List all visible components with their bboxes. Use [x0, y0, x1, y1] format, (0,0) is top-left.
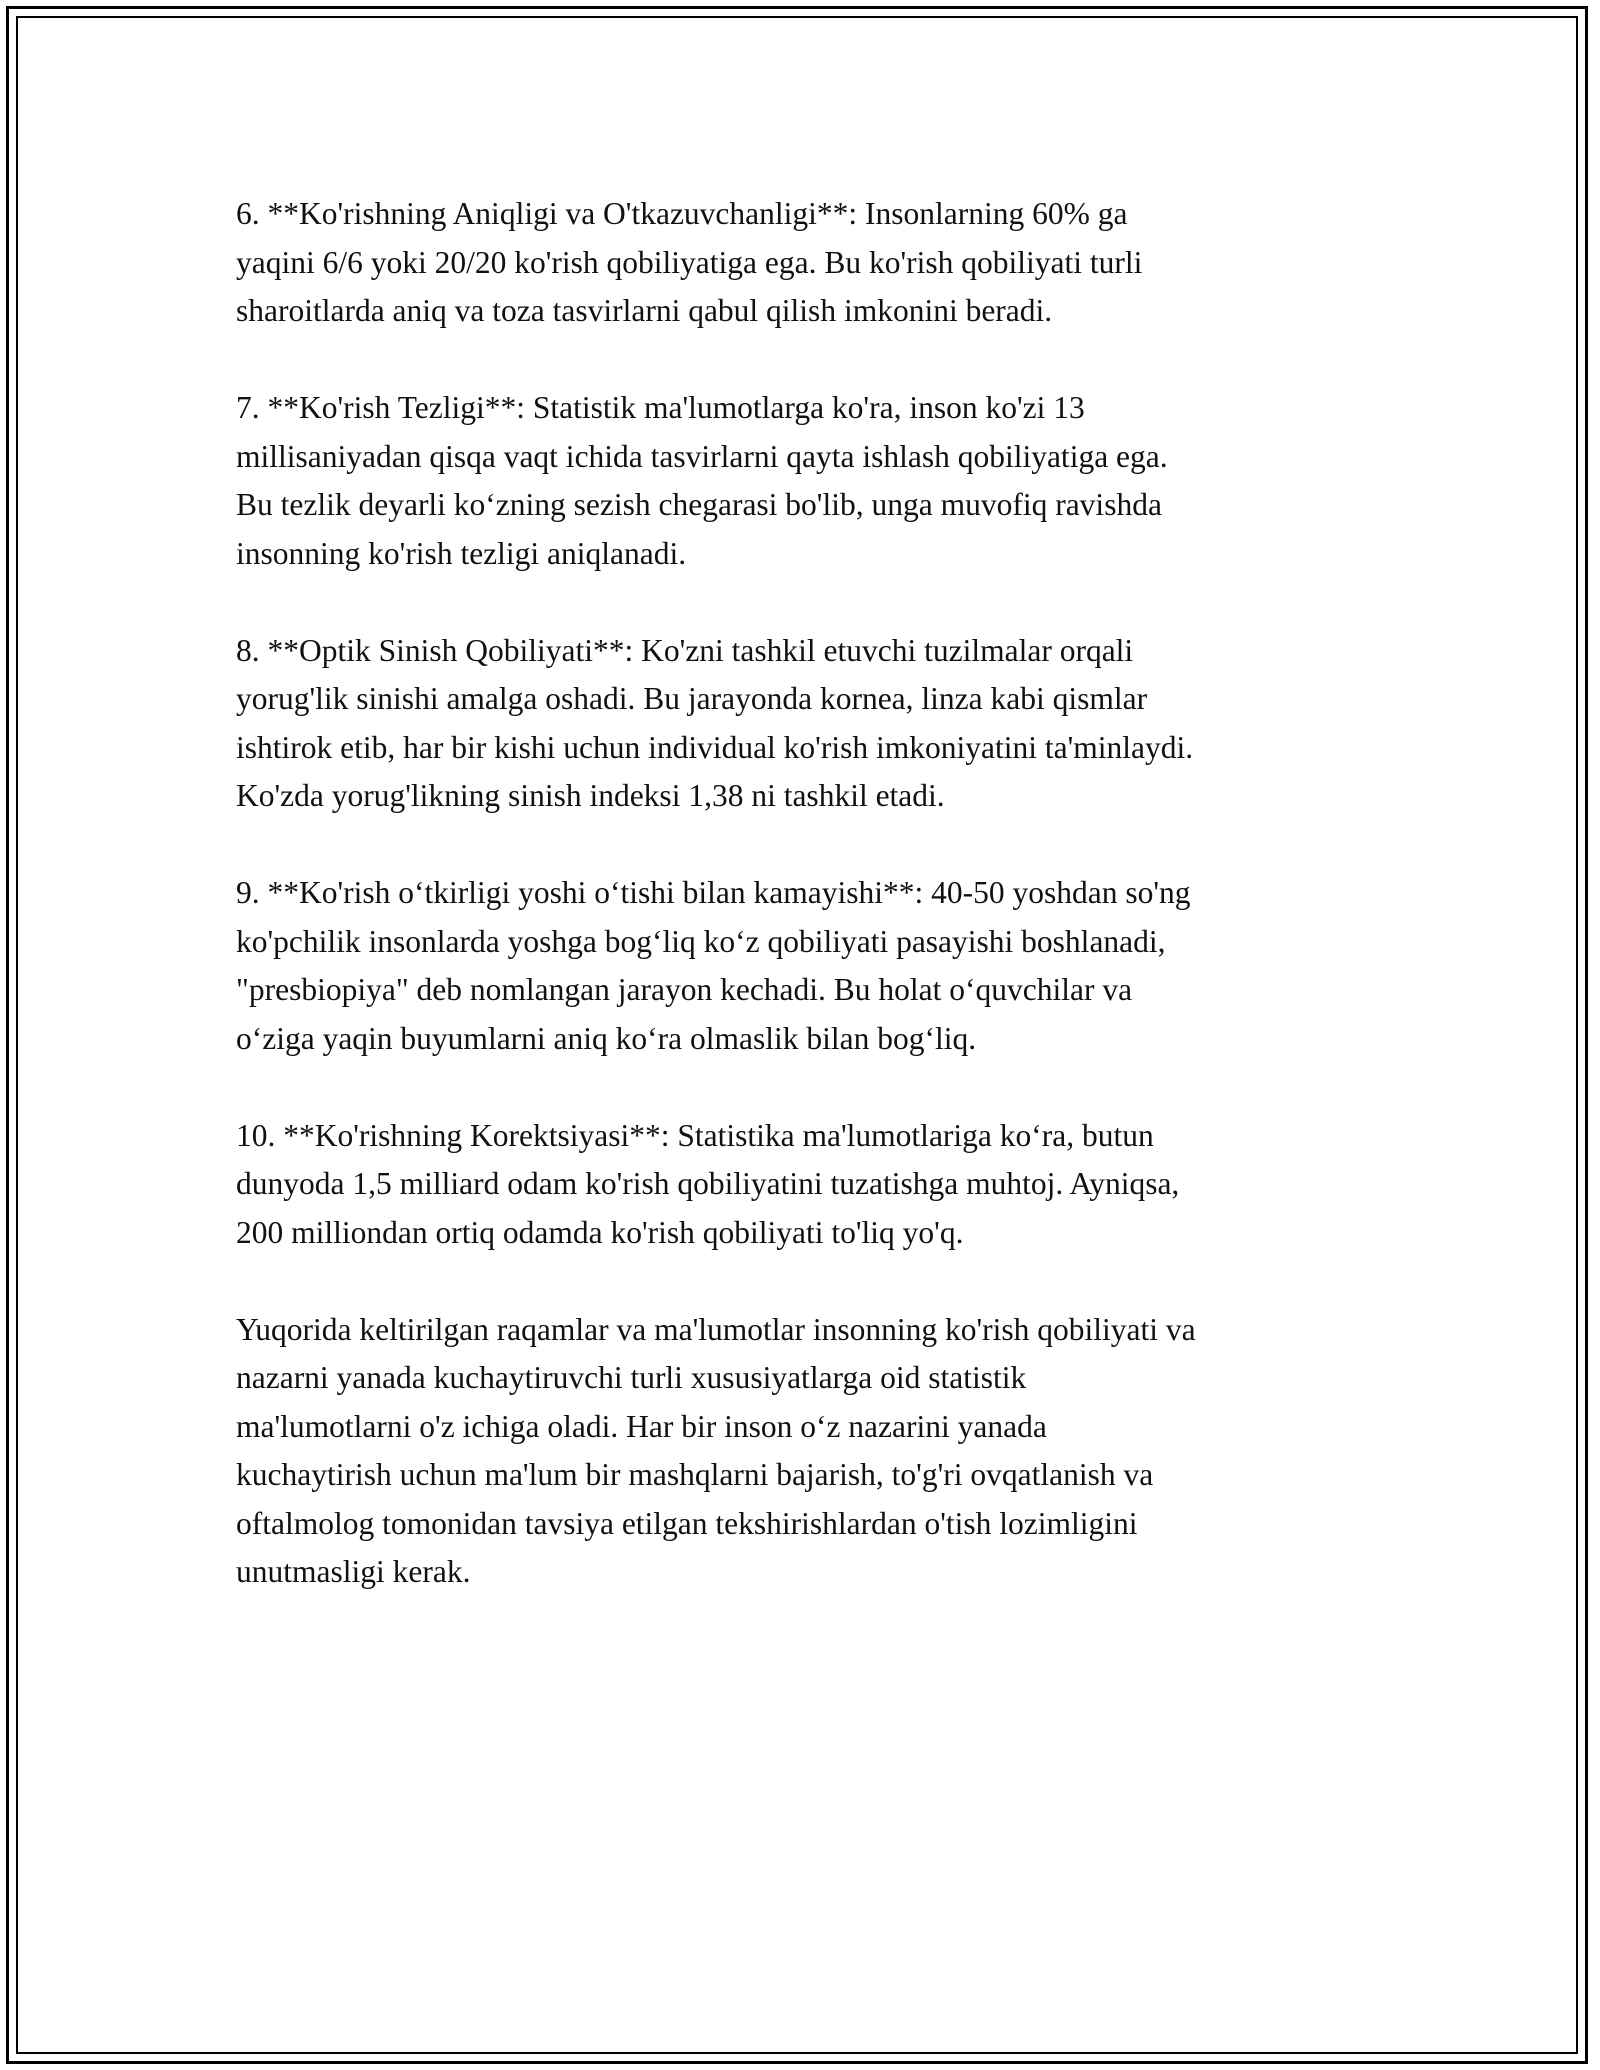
paragraph-10-vision-correction: 10. **Ko'rishning Korektsiyasi**: Statistika ma'lumotlariga ko‘ra, butun dunyoda 1,5 milliard odam ko'rish qobiliyatini tuzatishga muhtoj. Ayniqsa, 200 milliondan ortiq odamda ko'rish qobiliyati to'liq yo'q.	[236, 1117, 1180, 1250]
paragraph-7-vision-speed: 7. **Ko'rish Tezligi**: Statistik ma'lumotlarga ko'ra, inson ko'zi 13 millisaniyadan qisqa vaqt ichida tasvirlarni qayta ishlash qobiliyatiga ega. Bu tezlik deyarli ko‘zning sezish chegarasi bo'lib, unga muvofiq ravishda insonning ko'rish tezligi aniqlanadi.	[236, 390, 1168, 571]
document-body	[236, 190, 1366, 1645]
paragraph-8-optical-refraction: 8. **Optik Sinish Qobiliyati**: Ko'zni tashkil etuvchi tuzilmalar orqali yorug'lik sinishi amalga oshadi. Bu jarayonda kornea, linza kabi qismlar ishtirok etib, har bir kishi uchun individual ko'rish imkoniyatini ta'minlaydi. Ko'zda yorug'likning sinish indeksi 1,38 ni tashkil etadi.	[236, 632, 1194, 813]
paragraph-conclusion: Yuqorida keltirilgan raqamlar va ma'lumotlar insonning ko'rish qobiliyati va nazarni yanada kuchaytiruvchi turli xususiyatlarga oid statistik ma'lumotlarni o'z ichiga oladi. Har bir inson o‘z nazarini yanada kuchaytirish uchun ma'lum bir mashqlarni bajarish, to'g'ri ovqatlanish va oftalmolog tomonidan tavsiya etilgan tekshirishlardan o'tish lozimligini unutmasligi kerak.	[236, 1311, 1196, 1589]
paragraph-9-age-related-decline: 9. **Ko'rish o‘tkirligi yoshi o‘tishi bilan kamayishi**: 40-50 yoshdan so'ng ko'pchilik insonlarda yoshga bog‘liq ko‘z qobiliyati pasayishi boshlanadi, "presbiopiya" deb nomlangan jarayon kechadi. Bu holat o‘quvchilar va o‘ziga yaqin buyumlarni aniq ko‘ra olmaslik bilan bog‘liq.	[236, 875, 1191, 1056]
paragraph-6-visual-acuity: 6. **Ko'rishning Aniqligi va O'tkazuvchanligi**: Insonlarning 60% ga yaqini 6/6 yoki 20/20 ko'rish qobiliyatiga ega. Bu ko'rish qobiliyati turli sharoitlarda aniq va toza tasvirlarni qabul qilish imkonini beradi.	[236, 196, 1143, 328]
